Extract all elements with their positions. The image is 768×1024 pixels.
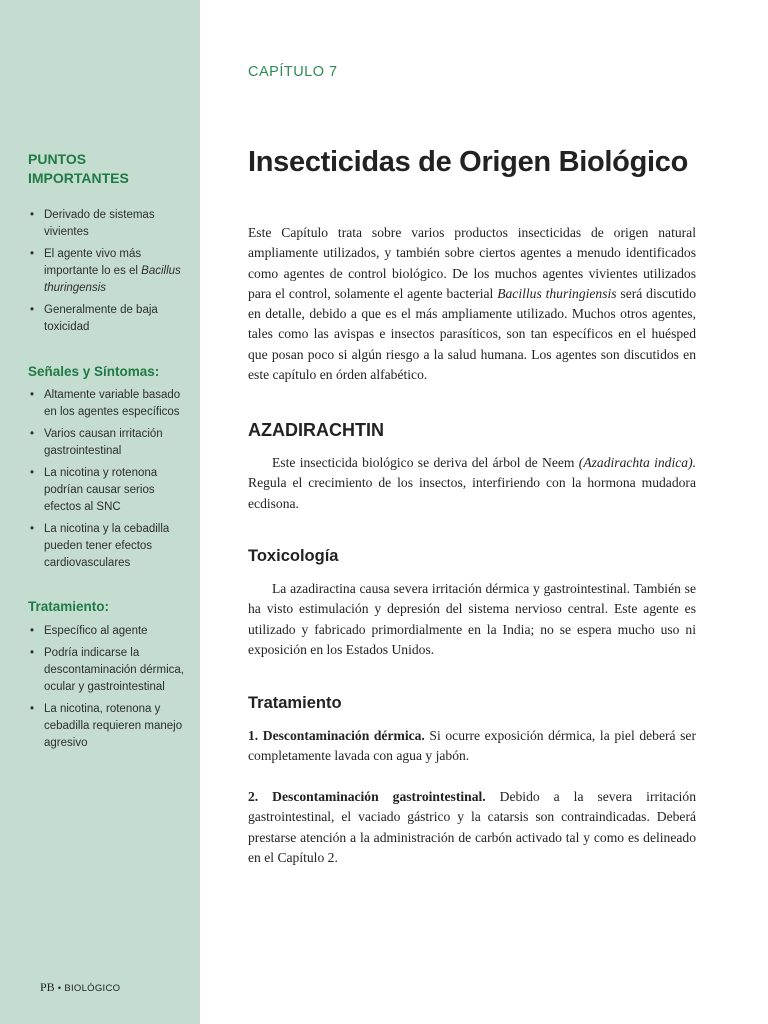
bullet-icon: • bbox=[30, 248, 35, 260]
intro-paragraph: Este Capítulo trata sobre varios productos insecticidas de origen natural ampliamente utilizados, y también sobre ciertos agentes a menudo identificados como agentes de control biológico. De los muchos agentes vivientes utilizados para el control, solamente el agente bacterial Bacillus thuringiensis será discutido en detalle, debido a que es el más ampliamente utilizado. Muchos otros agentes, tales como las avispas e insectos parasíticos, son tan específicos en el huésped que posan poco si algún riesgo a la salud humana. Los agentes son discutidos en este capítulo en órden alfabético. bbox=[248, 225, 696, 383]
key-points-heading: PUNTOS IMPORTANTES bbox=[28, 151, 129, 186]
list-item: • La nicotina y la cebadilla pueden tener efectos cardiovasculares bbox=[30, 523, 170, 569]
list-item: • Generalmente de baja toxicidad bbox=[30, 304, 158, 333]
list-item: • Podría indicarse la descontaminación dérmica, ocular y gastrointestinal bbox=[30, 647, 184, 693]
bullet-icon: • bbox=[30, 647, 35, 659]
list-item: • Altamente variable basado en los agentes específicos bbox=[30, 389, 181, 418]
bullet-icon: • bbox=[30, 467, 35, 479]
bullet-icon: • bbox=[30, 304, 35, 316]
subsection-heading-toxicologia: Toxicología bbox=[248, 547, 339, 565]
treatment-item-2: 2. Descontaminación gastrointestinal. Debido a la severa irritación gastrointestinal, el vaciado gástrico y la catarsis son contraindicadas. Deberá prestarse atención a la administración de carbón activado tal y como es delineado en el Capítulo 2. bbox=[248, 789, 696, 865]
signs-heading: Señales y Síntomas: bbox=[28, 364, 160, 379]
page-footer bbox=[40, 980, 120, 995]
azadirachtin-paragraph: Este insecticida biológico se deriva del árbol de Neem (Azadirachta indica). Regula el crecimiento de los insectos, interfiriendo con la hormona mudadora ecdisona. bbox=[248, 455, 696, 511]
bullet-icon: • bbox=[30, 625, 35, 637]
list-item: • Específico al agente bbox=[28, 623, 188, 640]
treatment-heading: Tratamiento: bbox=[28, 599, 110, 614]
list-item: • Varios causan irritación gastrointestinal bbox=[30, 428, 163, 457]
section-heading-azadirachtin: AZADIRACHTIN bbox=[248, 420, 384, 440]
footer-section: BIOLÓGICO bbox=[64, 983, 121, 994]
page-number: PB bbox=[40, 980, 55, 994]
bullet-icon: • bbox=[30, 428, 35, 440]
bullet-icon: • bbox=[30, 523, 35, 535]
page-title: Insecticidas de Origen Biológico bbox=[248, 146, 688, 178]
list-item: • La nicotina y rotenona podrían causar serios efectos al SNC bbox=[30, 467, 158, 513]
treatment-item-1: 1. Descontaminación dérmica. Si ocurre exposición dérmica, la piel deberá ser completamente lavada con agua y jabón. bbox=[248, 728, 696, 764]
sidebar bbox=[0, 0, 200, 1024]
chapter-label: CAPÍTULO 7 bbox=[248, 64, 338, 80]
list-item: • El agente vivo más importante lo es el Bacillus thuringensis bbox=[30, 248, 181, 294]
key-points-list bbox=[28, 207, 188, 341]
bullet-icon: • bbox=[30, 389, 35, 401]
bullet-icon: • bbox=[30, 209, 35, 221]
subsection-heading-tratamiento: Tratamiento bbox=[248, 694, 342, 712]
toxicologia-paragraph: La azadiractina causa severa irritación dérmica y gastrointestinal. También se ha visto estimulación y depresión del sistema nervioso central. Este agente es utilizado y fabricado primordialmente en la India; no se espera mucho uso ni exposición en los Estados Unidos. bbox=[248, 581, 696, 657]
list-item: • La nicotina, rotenona y cebadilla requieren manejo agresivo bbox=[30, 703, 183, 749]
list-item: • Derivado de sistemas vivientes bbox=[30, 209, 155, 238]
bullet-icon: • bbox=[30, 703, 35, 715]
signs-list bbox=[28, 387, 188, 577]
footer-separator: • bbox=[57, 983, 62, 994]
treatment-list bbox=[28, 623, 188, 757]
